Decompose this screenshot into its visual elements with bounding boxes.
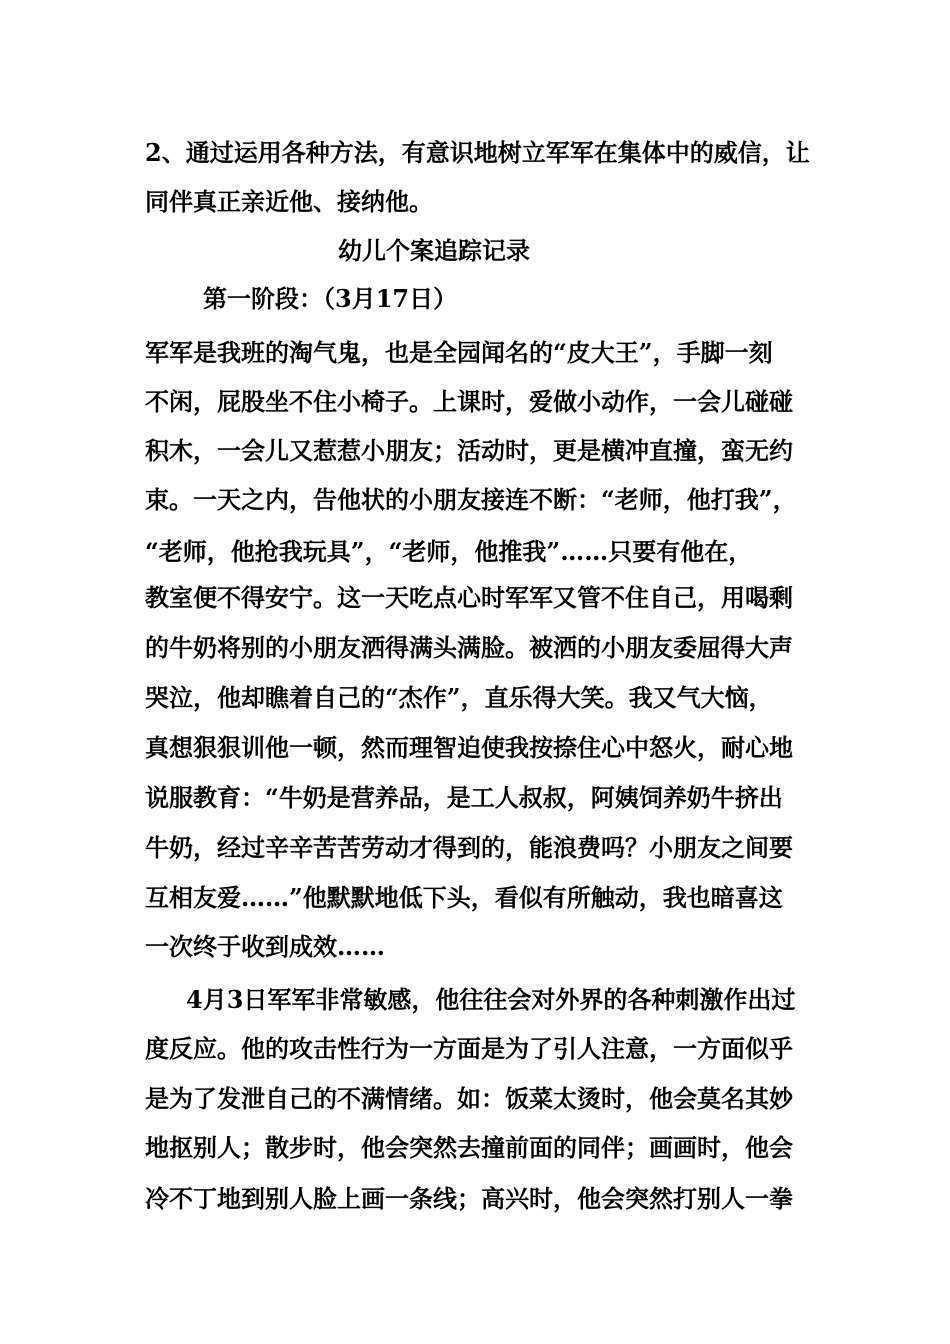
section-title: 幼儿个案追踪记录	[338, 236, 530, 265]
text-line: 积木，一会儿又惹惹小朋友；活动时，更是横冲直撞，蛮无约	[145, 436, 793, 465]
text-line: 说服教育：“牛奶是营养品，是工人叔叔，阿姨饲养奶牛挤出	[145, 783, 783, 812]
stage-heading: 第一阶段：（3月17日）	[203, 284, 458, 313]
text-line: 教室便不得安宁。这一天吃点心时军军又管不住自己，用喝剩	[145, 583, 793, 612]
text-line: 同伴真正亲近他、接纳他。	[145, 187, 433, 216]
text-line: 哭泣，他却瞧着自己的“杰作”，直乐得大笑。我又气大恼，	[145, 683, 773, 712]
text-line: 束。一天之内，告他状的小朋友接连不断：“老师，他打我”，	[145, 485, 797, 514]
text-line: 2、通过运用各种方法，有意识地树立军军在集体中的威信，让	[145, 138, 810, 167]
text-line: 军军是我班的淘气鬼，也是全园闻名的“皮大王”，手脚一刻	[145, 338, 773, 367]
text-line: 地抠别人；散步时，他会突然去撞前面的同伴；画画时，他会	[145, 1133, 793, 1162]
text-line: 一次终于收到成效……	[145, 932, 385, 961]
text-line: 互相友爱……”他默默地低下头，看似有所触动，我也暗喜这	[145, 883, 783, 912]
text-line: 不闲，屁股坐不住小椅子。上课时，爱做小动作，一会儿碰碰	[145, 387, 793, 416]
text-line: 冷不丁地到别人脸上画一条线；高兴时，他会突然打别人一拳	[145, 1184, 793, 1213]
text-line: “老师，他抢我玩具”，“老师，他推我”……只要有他在，	[145, 537, 753, 566]
text-line: 牛奶，经过辛辛苦苦劳动才得到的，能浪费吗？小朋友之间要	[145, 833, 793, 862]
text-line: 真想狠狠训他一顿，然而理智迫使我按捺住心中怒火，耐心地	[145, 733, 793, 762]
text-line: 4月3日军军非常敏感，他往往会对外界的各种刺激作出过	[186, 985, 796, 1014]
text-line: 的牛奶将别的小朋友洒得满头满脸。被洒的小朋友委屈得大声	[145, 633, 793, 662]
text-line: 度反应。他的攻击性行为一方面是为了引人注意，一方面似乎	[145, 1034, 793, 1063]
text-line: 是为了发泄自己的不满情绪。如：饭菜太烫时，他会莫名其妙	[145, 1084, 793, 1113]
